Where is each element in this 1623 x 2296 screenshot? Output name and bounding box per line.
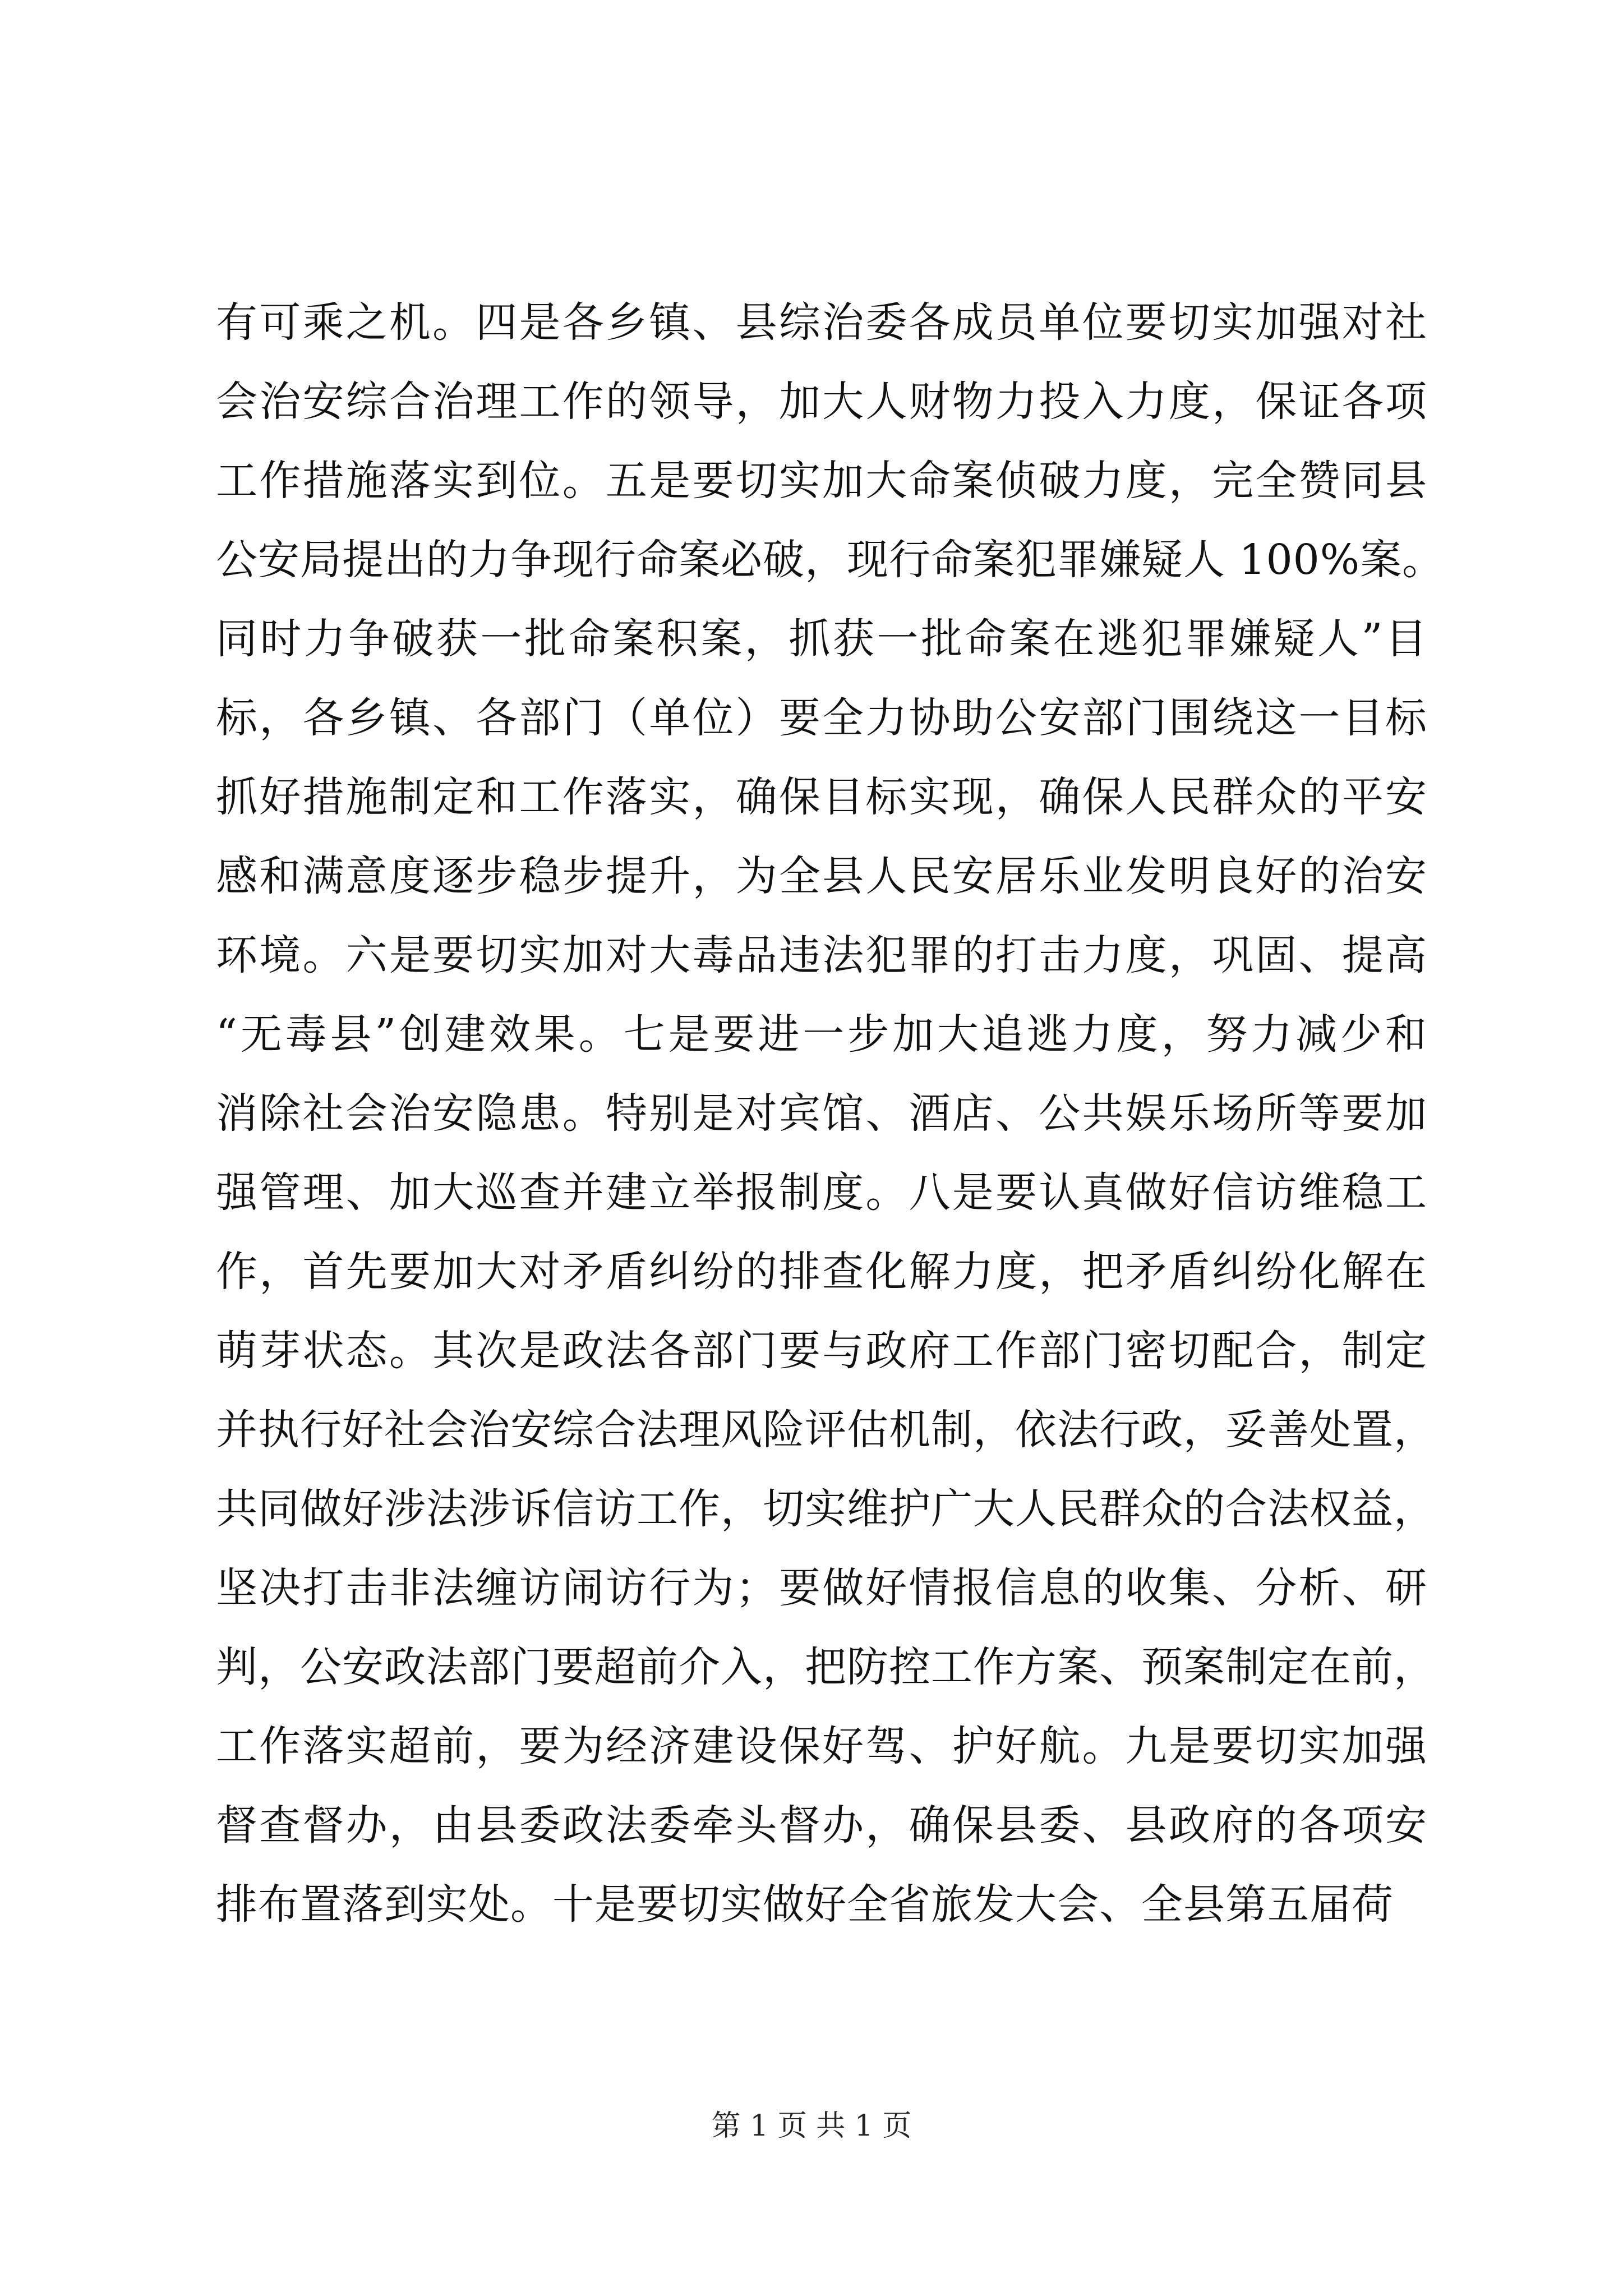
text-line: “无毒县”创建效果。七是要进一步加大追逃力度，努力减少和 <box>216 1010 1427 1059</box>
text-line: 感和满意度逐步稳步提升，为全县人民安居乐业发明良好的治安 <box>216 852 1427 900</box>
text-line: 消除社会治安隐患。特别是对宾馆、酒店、公共娱乐场所等要加 <box>216 1089 1427 1138</box>
body-text <box>216 283 1445 1944</box>
text-line: 判，公安政法部门要超前介入，把防控工作方案、预案制定在前， <box>216 1643 1436 1691</box>
text-line: 标，各乡镇、各部门（单位）要全力协助公安部门围绕这一目标 <box>216 694 1427 742</box>
text-line: 工作措施落实到位。五是要切实加大命案侦破力度，完全赞同县 <box>216 457 1427 505</box>
text-line: 排布置落到实处。十是要切实做好全省旅发大会、全县第五届荷 <box>216 1880 1394 1929</box>
text-line: 督查督办，由县委政法委牵头督办，确保县委、县政府的各项安 <box>216 1801 1427 1849</box>
text-line: 工作落实超前，要为经济建设保好驾、护好航。九是要切实加强 <box>216 1722 1427 1770</box>
text-line: 环境。六是要切实加对大毒品违法犯罪的打击力度，巩固、提高 <box>216 931 1427 979</box>
text-line: 会治安综合治理工作的领导，加大人财物力投入力度，保证各项 <box>216 378 1427 426</box>
page-footer: 第 1 页 共 1 页 <box>711 2109 912 2143</box>
text-line: 同时力争破获一批命案积案，抓获一批命案在逃犯罪嫌疑人”目 <box>216 615 1427 663</box>
text-line: 并执行好社会治安综合法理风险评估机制，依法行政，妥善处置， <box>216 1406 1436 1454</box>
text-line: 抓好措施制定和工作落实，确保目标实现，确保人民群众的平安 <box>216 773 1427 821</box>
text-line: 萌芽状态。其次是政法各部门要与政府工作部门密切配合，制定 <box>216 1327 1427 1375</box>
text-line: 有可乘之机。四是各乡镇、县综治委各成员单位要切实加强对社 <box>216 298 1427 347</box>
text-line: 共同做好涉法涉诉信访工作，切实维护广大人民群众的合法权益， <box>216 1485 1436 1533</box>
text-line: 强管理、加大巡查并建立举报制度。八是要认真做好信访维稳工 <box>216 1168 1427 1217</box>
text-line: 坚决打击非法缠访闹访行为；要做好情报信息的收集、分析、研 <box>216 1564 1427 1612</box>
text-line: 作，首先要加大对矛盾纠纷的排查化解力度，把矛盾纠纷化解在 <box>216 1248 1427 1296</box>
text-line: 公安局提出的力争现行命案必破，现行命案犯罪嫌疑人 100%案。 <box>216 536 1445 584</box>
